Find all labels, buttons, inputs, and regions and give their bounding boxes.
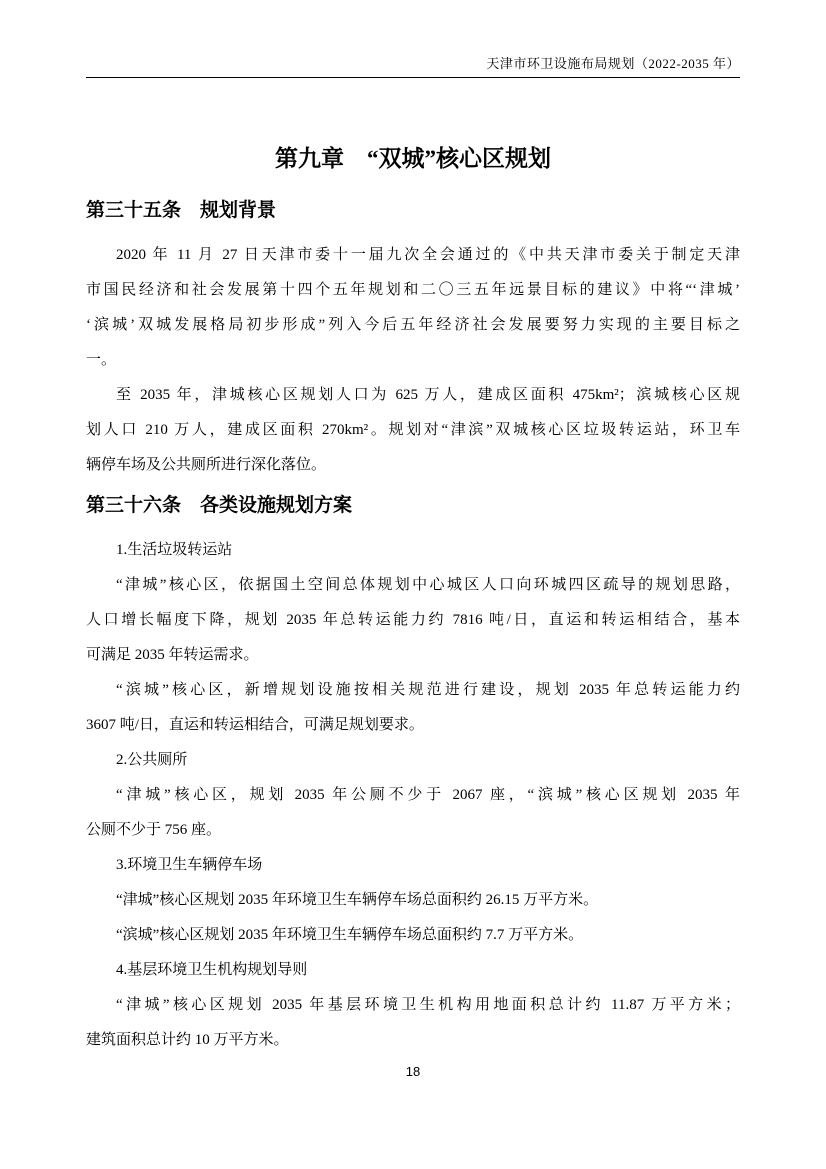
paragraph-line: 3607 吨/日，直运和转运相结合，可满足规划要求。 [86,717,424,733]
paragraph-line: “津城”核心区，规划 2035 年公厕不少于 2067 座，“滨城”核心区规划 2035 年 [116,787,740,803]
page-content [0,144,826,1058]
paragraph-line: “滨城”核心区，新增规划设施按相关规范进行建设，规划 2035 年总转运能力约 [116,682,740,698]
paragraph-line: 2020 年 11 月 27 日天津市委十一届九次全会通过的《中共天津市委关于制定天津 [116,247,740,263]
paragraph-institutions [86,988,740,1058]
running-head-text: 天津市环卫设施布局规划（2022-2035 年） [486,56,740,71]
paragraph-transfer-jincheng [86,568,740,673]
paragraph-line: 一。 [86,352,117,368]
paragraph-line: 划人口 210 万人，建成区面积 270km²。规划对“津滨”双城核心区垃圾转运站，环卫车 [86,422,740,438]
list-item-4: 4.基层环境卫生机构规划导则 [116,962,308,978]
paragraph-background-1 [86,238,740,378]
page-header [86,0,740,78]
page-number: 18 [405,1064,421,1079]
paragraph-line: ‘滨城’双城发展格局初步形成”列入今后五年经济社会发展要努力实现的主要目标之 [86,317,740,333]
paragraph-line: 可满足 2035 年转运需求。 [86,647,259,663]
paragraph-background-2 [86,378,740,483]
paragraph-line: 建筑面积总计约 10 万平方米。 [86,1032,289,1048]
section-35-heading: 第三十五条 规划背景 [86,200,277,221]
paragraph-line: 辆停车场及公共厕所进行深化落位。 [86,457,327,473]
paragraph-line: 至 2035 年，津城核心区规划人口为 625 万人，建成区面积 475km²；滨城核心区规 [116,387,740,403]
paragraph-line: 人口增长幅度下降，规划 2035 年总转运能力约 7816 吨/日，直运和转运相结合，基本 [86,612,740,628]
paragraph-line: “津城”核心区，依据国土空间总体规划中心城区人口向环城四区疏导的规划思路， [116,577,740,593]
paragraph-toilets [86,778,740,848]
paragraph-transfer-bincheng [86,673,740,743]
section-36-heading: 第三十六条 各类设施规划方案 [86,495,353,516]
paragraph-line: “津城”核心区规划 2035 年基层环境卫生机构用地面积总计约 11.87 万平方米； [116,997,740,1013]
paragraph-parking-bincheng: “滨城”核心区规划 2035 年环境卫生车辆停车场总面积约 7.7 万平方米。 [116,927,584,943]
list-item-1: 1.生活垃圾转运站 [116,542,233,558]
list-item-2: 2.公共厕所 [116,752,188,768]
list-item-3: 3.环境卫生车辆停车场 [116,857,263,873]
chapter-title: 第九章 “双城”核心区规划 [275,146,551,171]
paragraph-parking-jincheng: “津城”核心区规划 2035 年环境卫生车辆停车场总面积约 26.15 万平方米。 [116,892,599,908]
paragraph-line: 市国民经济和社会发展第十四个五年规划和二〇三五年远景目标的建议》中将“‘津城’ [86,282,740,298]
paragraph-line: 公厕不少于 756 座。 [86,822,222,838]
